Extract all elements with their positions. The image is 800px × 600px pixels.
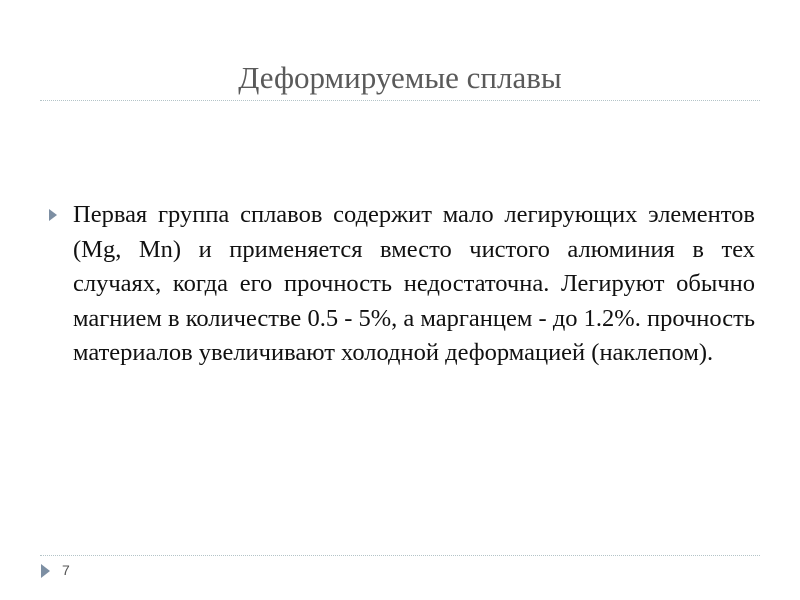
page-number: 7 bbox=[62, 562, 70, 578]
bullet-text: Первая группа сплавов содержит мало легирующих элементов (Mg, Mn) и применяется вместо чистого алюминия в тех случаях, когда его прочность недостаточна. Легируют обычно магнием в количестве 0.5 - 5%, а марганцем - до 1.2%. прочность материалов увеличивают холодной деформацией (наклепом). bbox=[73, 201, 755, 366]
footer-divider bbox=[40, 555, 760, 556]
title-divider bbox=[40, 100, 760, 101]
footer-arrow-icon bbox=[41, 564, 50, 578]
bullet-list bbox=[40, 198, 755, 371]
triangle-bullet-icon bbox=[49, 209, 57, 221]
slide-title: Деформируемые сплавы bbox=[238, 60, 562, 95]
